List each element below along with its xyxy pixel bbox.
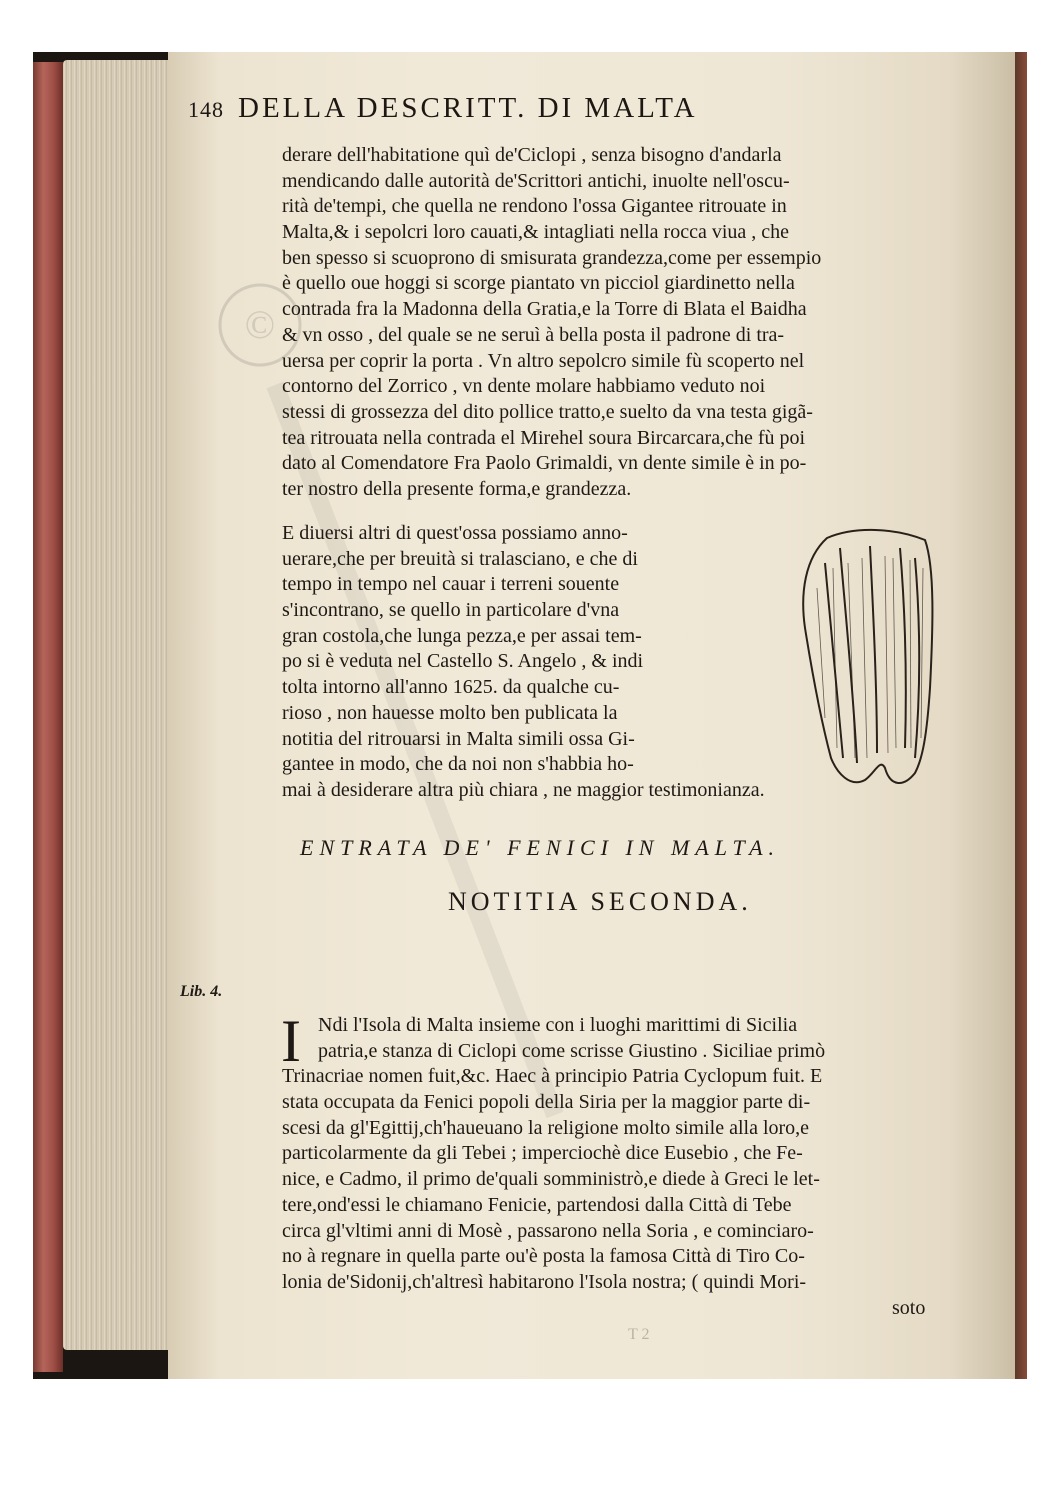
paragraph-b [282, 521, 765, 804]
text-line: circa gl'vltimi anni di Mosè , passarono nella Soria , e cominciaro- [282, 1219, 814, 1242]
text-line: gantee in modo, che da noi non s'habbia ho- [282, 753, 634, 776]
section-heading: ENTRATA DE' FENICI IN MALTA. [300, 835, 781, 860]
margin-note: Lib. 4. [180, 983, 223, 1000]
text-line: Trinacriae nomen fuit,&c. Haec à principio Patria Cyclopum fuit. E [282, 1065, 823, 1088]
text-line: no à regnare in quella parte ou'è posta la famosa Città di Tiro Co- [282, 1245, 805, 1268]
text-line: particolarmente da gli Tebei ; imperciochè dice Eusebio , che Fe- [282, 1142, 803, 1165]
text-line: tere,ond'essi le chiamano Fenicie, partendosi dalla Città di Tebe [282, 1193, 792, 1216]
page-number: 148 [188, 97, 224, 122]
text-line: s'incontrano, se quello in particolare d'vna [282, 599, 620, 622]
text-line: Ndi l'Isola di Malta insieme con i luoghi marittimi di Sicilia [318, 1014, 798, 1036]
text-line: contrada fra la Madonna della Gratia,e la Torre di Blata el Baidha [282, 298, 807, 321]
paragraph-a [282, 143, 821, 503]
running-head-title: DELLA DESCRITT. DI MALTA [238, 92, 698, 124]
text-line: contorno del Zorrico , vn dente molare habbiamo veduto noi [282, 375, 766, 398]
text-line: patria,e stanza di Ciclopi come scrisse Giustino . Siciliae primò [318, 1039, 826, 1062]
text-line: stata occupata da Fenici popoli della Siria per la maggior parte di- [282, 1091, 811, 1114]
text-line: uersa per coprir la porta . Vn altro sepolcro simile fù scoperto nel [282, 349, 805, 372]
book-cover-edge-right [1015, 52, 1027, 1379]
running-head [188, 92, 698, 125]
text-line: mendicando dalle autorità de'Scrittori antichi, inuolte nell'oscu- [282, 169, 790, 192]
text-line: rioso , non hauesse molto ben publicata la [282, 701, 618, 724]
text-line: gran costola,che lunga pezza,e per assai tem- [282, 624, 642, 647]
text-line: Malta,& i sepolcri loro cauati,& intagliati nella rocca viua , che [282, 221, 790, 244]
text-line: tea ritrouata nella contrada el Mirehel soura Bircarcara,che fù poi [282, 426, 806, 449]
text-line: è quello oue hoggi si scorge piantato vn picciol giardinetto nella [282, 272, 795, 295]
text-line: uerare,che per breuità si tralasciano, e che di [282, 547, 638, 570]
text-line: E diuersi altri di quest'ossa possiamo anno- [282, 522, 628, 544]
text-line: lonia de'Sidonij,ch'altresì habitarono l'Isola nostra; ( quindi Mori- [282, 1270, 807, 1293]
drop-cap: I [281, 1008, 301, 1074]
page-stack-edge [63, 60, 173, 1350]
text-line: ter nostro della presente forma,e grandezza. [282, 477, 632, 500]
signature-mark: T 2 [628, 1326, 650, 1343]
tooth-illustration [765, 518, 940, 813]
paragraph-c [281, 1008, 926, 1321]
text-line: stessi di grossezza del dito pollice tratto,e suelto da vna testa gigã- [282, 400, 813, 423]
text-line: po si è veduta nel Castello S. Angelo , & indi [282, 650, 644, 673]
catchword: soto [892, 1296, 926, 1319]
text-line: rità de'tempi, che quella ne rendono l'ossa Gigantee ritrouate in [282, 195, 787, 218]
text-line: ben spesso si scuoprono di smisurata grandezza,come per essempio [282, 246, 822, 269]
text-line: mai à desiderare altra più chiara , ne maggior testimonianza. [282, 778, 765, 801]
text-line: dato al Comendatore Fra Paolo Grimaldi, vn dente simile è in po- [282, 452, 807, 475]
section-subheading: NOTITIA SECONDA. [448, 887, 752, 916]
text-line: nice, e Cadmo, il primo de'quali somministrò,e diede à Greci le let- [282, 1168, 820, 1191]
text-line: scesi da gl'Egittij,ch'haueuano la religione molto simile alla loro,e [282, 1116, 810, 1139]
text-line: notitia del ritrouarsi in Malta simili ossa Gi- [282, 727, 635, 750]
book-cover-edge [33, 62, 63, 1372]
text-line: tolta intorno all'anno 1625. da qualche cu- [282, 676, 620, 699]
text-line: derare dell'habitatione quì de'Ciclopi , senza bisogno d'andarla [282, 144, 782, 166]
text-line: tempo in tempo nel cauar i terreni souente [282, 573, 620, 596]
text-line: & vn osso , del quale se ne seruì à bella posta il padrone di tra- [282, 323, 785, 346]
